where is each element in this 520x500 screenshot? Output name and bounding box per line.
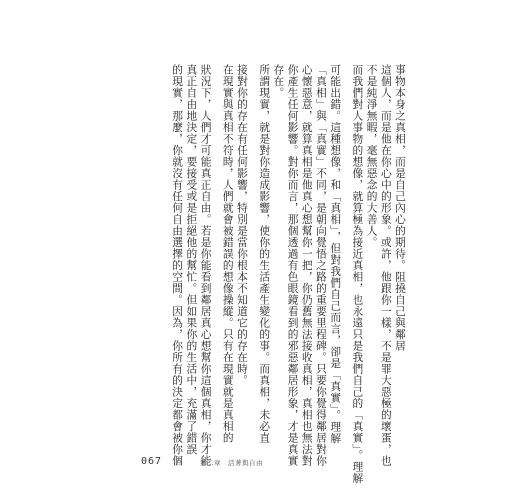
text-column: 接對你的存在有任何影響，特別是當你根本不知道它的存在時。 xyxy=(235,64,249,386)
text-column: 的現實，那麼，你就沒有任何自由選擇的空間。因為，你所有的決定都會被你個 xyxy=(171,64,185,467)
text-column: 可能出錯。這種想像，和「真相」，但對我們自己而言，卻是「真實」。理解 xyxy=(329,64,343,445)
text-column: 存在。 xyxy=(272,64,286,99)
text-column: 事物本身之真相，而是自己內心的期待。阻撓自己與鄰居 xyxy=(394,64,407,352)
text-column: 在現實與真相不符時，人們就會被錯誤的想像操縱。只有在現實就是真相的 xyxy=(221,64,235,444)
page-number: 067 xyxy=(141,456,163,467)
text-column: 真正自由地決定，要接受或是拒絕他的幫忙。但如果你的生活中，充滿了錯誤 xyxy=(185,64,199,455)
text-column: 心懷惡意，就算真相是他真心想幫你一把，你仍舊無法接收真相，真相也無法對 xyxy=(300,64,314,467)
text-column: 而我們對人事物的想像，就算極為接近真相，也永遠只是我們自己的「真實」。理解 xyxy=(351,64,365,485)
text-column: 「真相」與「真實」不同，是朝向覺悟之路的重要里程碑。只要你覺得鄰居對你 xyxy=(314,64,328,467)
text-column: 這個人，而是他在你心中的形象。或許，他跟你一樣，不是罪大惡極的壞蛋，也 xyxy=(379,64,393,467)
text-column: 你產生任何影響。對你而言，那個透過有色眼鏡看到的邪惡鄰居形象，才是真實 xyxy=(286,64,300,467)
text-column: 所謂現實，就是對你造成影響，使你的生活產生變化的事。而真相，未必直 xyxy=(258,64,272,444)
text-column: 狀況下，人們才可能真正自由。若是你能看到鄰居真心想幫你這個真相，你才能 xyxy=(199,64,213,467)
chapter-title: 第二章 活著與自由 xyxy=(200,459,263,467)
text-column: 不是純淨無暇，毫無惡念的大善人。 xyxy=(365,64,379,248)
